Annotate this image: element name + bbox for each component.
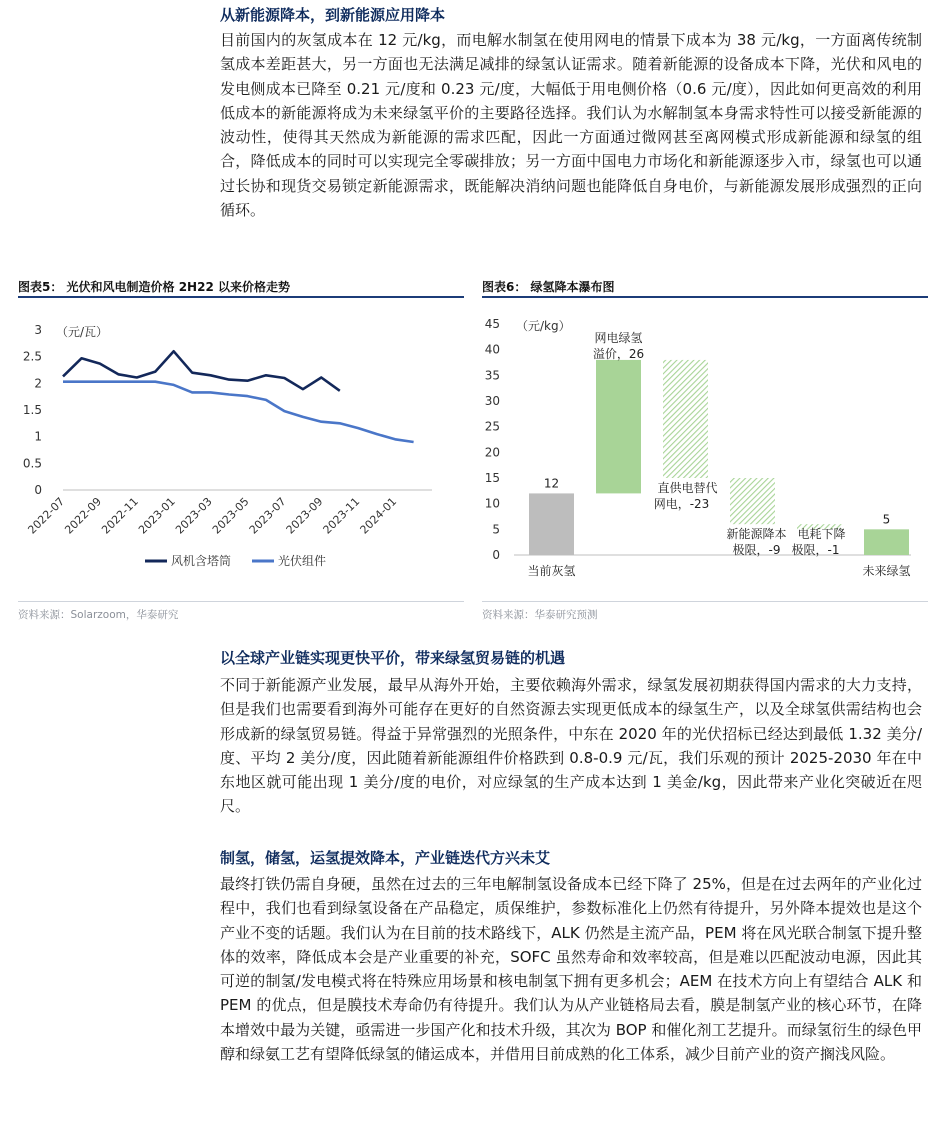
chart5-x-tick-label: 2023-03 <box>173 494 215 537</box>
chart6-y-tick-label: 10 <box>484 496 500 511</box>
chart5-legend-label: 光伏组件 <box>278 554 327 568</box>
chart5-x-tick-label: 2023-11 <box>320 494 363 537</box>
chart5-y-tick-label: 2.5 <box>22 349 42 364</box>
chart6-y-tick-label: 30 <box>484 394 500 408</box>
section3-title: 制氢，储氢，运氢提效降本，产业链迭代方兴未艾 <box>220 849 551 867</box>
chart5-x-tick-label: 2022-09 <box>62 494 105 537</box>
chart5-legend-label: 风机含塔筒 <box>171 554 232 568</box>
chart5-series-line-1 <box>63 351 340 391</box>
chart6-data-label: 电耗下降 <box>797 527 846 541</box>
figure6-title-rule <box>482 296 928 298</box>
chart5-unit-label: （元/瓦） <box>56 325 109 339</box>
chart6-y-tick-label: 45 <box>484 317 500 331</box>
section2-body: 不同于新能源产业发展，最早从海外开始，主要依赖海外需求，绿氢发展初期获得国内需求的大力支持，但是我们也需要看到海外可能存在更好的自然资源去实现更低成本的绿氢生产，以及全球氢供需结构也会形成新的绿氢贸易链。得益于异常强烈的光照条件，中东在 2020 年的光伏招标已经达到最低 1.32 美分/度、平均 2 美分/度，因此随着新能源组件价格跌到 0.8-0.9 元/瓦，我们乐观的预计 2025-2030 年在中东地区就可能出现 1 美分/度的电价，对应绿氢的生产成本达到 1 美金/kg，因此带来产业化突破近在咫尺。 <box>220 676 922 816</box>
chart5-x-tick-label: 2023-05 <box>209 494 252 537</box>
chart6-bar-6 <box>864 529 909 555</box>
chart5-x-tick-label: 2022-07 <box>25 494 68 537</box>
section1-body: 目前国内的灰氢成本在 12 元/kg，而电解水制氢在使用网电的情景下成本为 38 元/kg，一方面离传统制氢成本差距甚大，另一方面也无法满足减排的绿氢认证需求。随着新能源的设备成本下降，光伏和风电的发电侧成本已降至 0.21 元/度和 0.23 元/度，大幅低于用电侧价格（0.6 元/度），因此如何更高效的利用低成本的新能源将成为未来绿氢平价的主要路径选择。我们认为水解制氢本身需求特性可以接受新能源的波动性，使得其天然成为新能源的需求匹配，因此一方面通过微网甚至离网模式形成新能源和绿氢的组合，降低成本的同时可以实现完全零碳排放；另一方面中国电力市场化和新能源逐步入市，绿氢也可以通过长协和现货交易锁定新能源需求，既能解决消纳问题也能降低自身电价，与新能源发展形成强烈的正向循环。 <box>220 31 922 220</box>
chart6-data-label: 直供电替代 <box>657 481 718 495</box>
chart6-y-tick-label: 0 <box>492 548 500 562</box>
figure6-source-rule <box>482 601 928 602</box>
chart5-x-tick-label: 2023-09 <box>283 494 326 537</box>
figure6-title: 图表6： 绿氢降本瀑布图 <box>482 280 615 294</box>
section3-body: 最终打铁仍需自身硬，虽然在过去的三年电解制氢设备成本已经下降了 25%，但是在过去两年的产业化过程中，我们也看到绿氢设备在产品稳定，质保维护，参数标准化上仍然有待提升，另外降本提效也是这个产业不变的话题。我们认为在目前的技术路线下，ALK 仍然是主流产品，PEM 将在风光联合制氢下提升整体的效率，降低成本会是产业重要的补充，SOFC 虽然寿命和效率较高，但是难以匹配波动电源，因此其可逆的制氢/发电模式将在特殊应用场景和核电制氢下拥有更多机会；AEM 在技术方向上有望结合 ALK 和 PEM 的优点，但是膜技术寿命仍有待提升。我们认为从产业链格局去看，膜是制氢产业的核心环节，在降本增效中最为关键，亟需进一步国产化和技术升级，其次为 BOP 和催化剂工艺提升。而绿氢衍生的绿色甲醇和绿氨工艺有望降低绿氢的储运成本，并借用目前成熟的化工体系，减少目前产业的资产搁浅风险。 <box>220 875 922 1064</box>
chart6-bar-3 <box>663 360 708 478</box>
chart6-data-label: 极限，-1 <box>791 543 840 557</box>
chart6-unit-label: （元/kg） <box>516 319 571 333</box>
chart6-y-tick-label: 15 <box>484 471 500 485</box>
chart5-x-tick-label: 2022-11 <box>99 494 141 537</box>
chart6-y-tick-label: 20 <box>484 445 500 460</box>
chart6-y-tick-label: 40 <box>484 342 500 357</box>
chart6-data-label: 网电，-23 <box>653 497 710 511</box>
chart6-bar-1 <box>529 493 574 555</box>
chart6-y-tick-label: 25 <box>484 419 500 434</box>
chart6-data-label: 极限，-9 <box>732 543 781 557</box>
chart6-x-tick-label: 当前灰氢 <box>527 564 576 578</box>
chart6-y-tick-label: 5 <box>492 522 500 537</box>
figure5-source-rule <box>18 601 464 602</box>
figure5-line-chart <box>0 300 470 600</box>
chart6-data-label: 5 <box>882 512 891 527</box>
chart5-y-tick-label: 1 <box>34 429 42 444</box>
chart5-x-tick-label: 2023-07 <box>246 494 289 537</box>
chart5-y-tick-label: 0.5 <box>22 456 42 471</box>
figure5-source: 资料来源：Solarzoom，华泰研究 <box>18 609 179 621</box>
chart6-bar-2 <box>596 360 641 493</box>
chart5-x-tick-label: 2024-01 <box>357 494 400 537</box>
chart5-series-line-2 <box>63 382 414 442</box>
chart6-data-label: 网电绿氢 <box>594 331 643 345</box>
chart5-x-tick-label: 2023-01 <box>136 494 178 537</box>
chart5-y-tick-label: 1.5 <box>22 403 42 417</box>
section1-title: 从新能源降本，到新能源应用降本 <box>220 6 446 24</box>
chart5-y-tick-label: 0 <box>34 483 42 497</box>
chart6-data-label: 新能源降本 <box>726 527 787 541</box>
figure5-title: 图表5： 光伏和风电制造价格 2H22 以来价格走势 <box>18 280 290 294</box>
figure5-title-rule <box>18 296 464 298</box>
chart6-data-label: 12 <box>543 476 560 491</box>
figure6-source: 资料来源：华泰研究预测 <box>482 609 598 621</box>
section2-title: 以全球产业链实现更快平价，带来绿氢贸易链的机遇 <box>220 649 566 667</box>
chart5-y-tick-label: 3 <box>34 323 42 337</box>
chart6-x-tick-label: 未来绿氢 <box>862 564 911 578</box>
chart6-data-label: 溢价，26 <box>592 347 645 361</box>
chart5-y-tick-label: 2 <box>34 376 42 391</box>
chart6-y-tick-label: 35 <box>484 368 500 383</box>
chart6-bar-4 <box>730 478 775 524</box>
figure6-waterfall-chart <box>476 300 946 600</box>
